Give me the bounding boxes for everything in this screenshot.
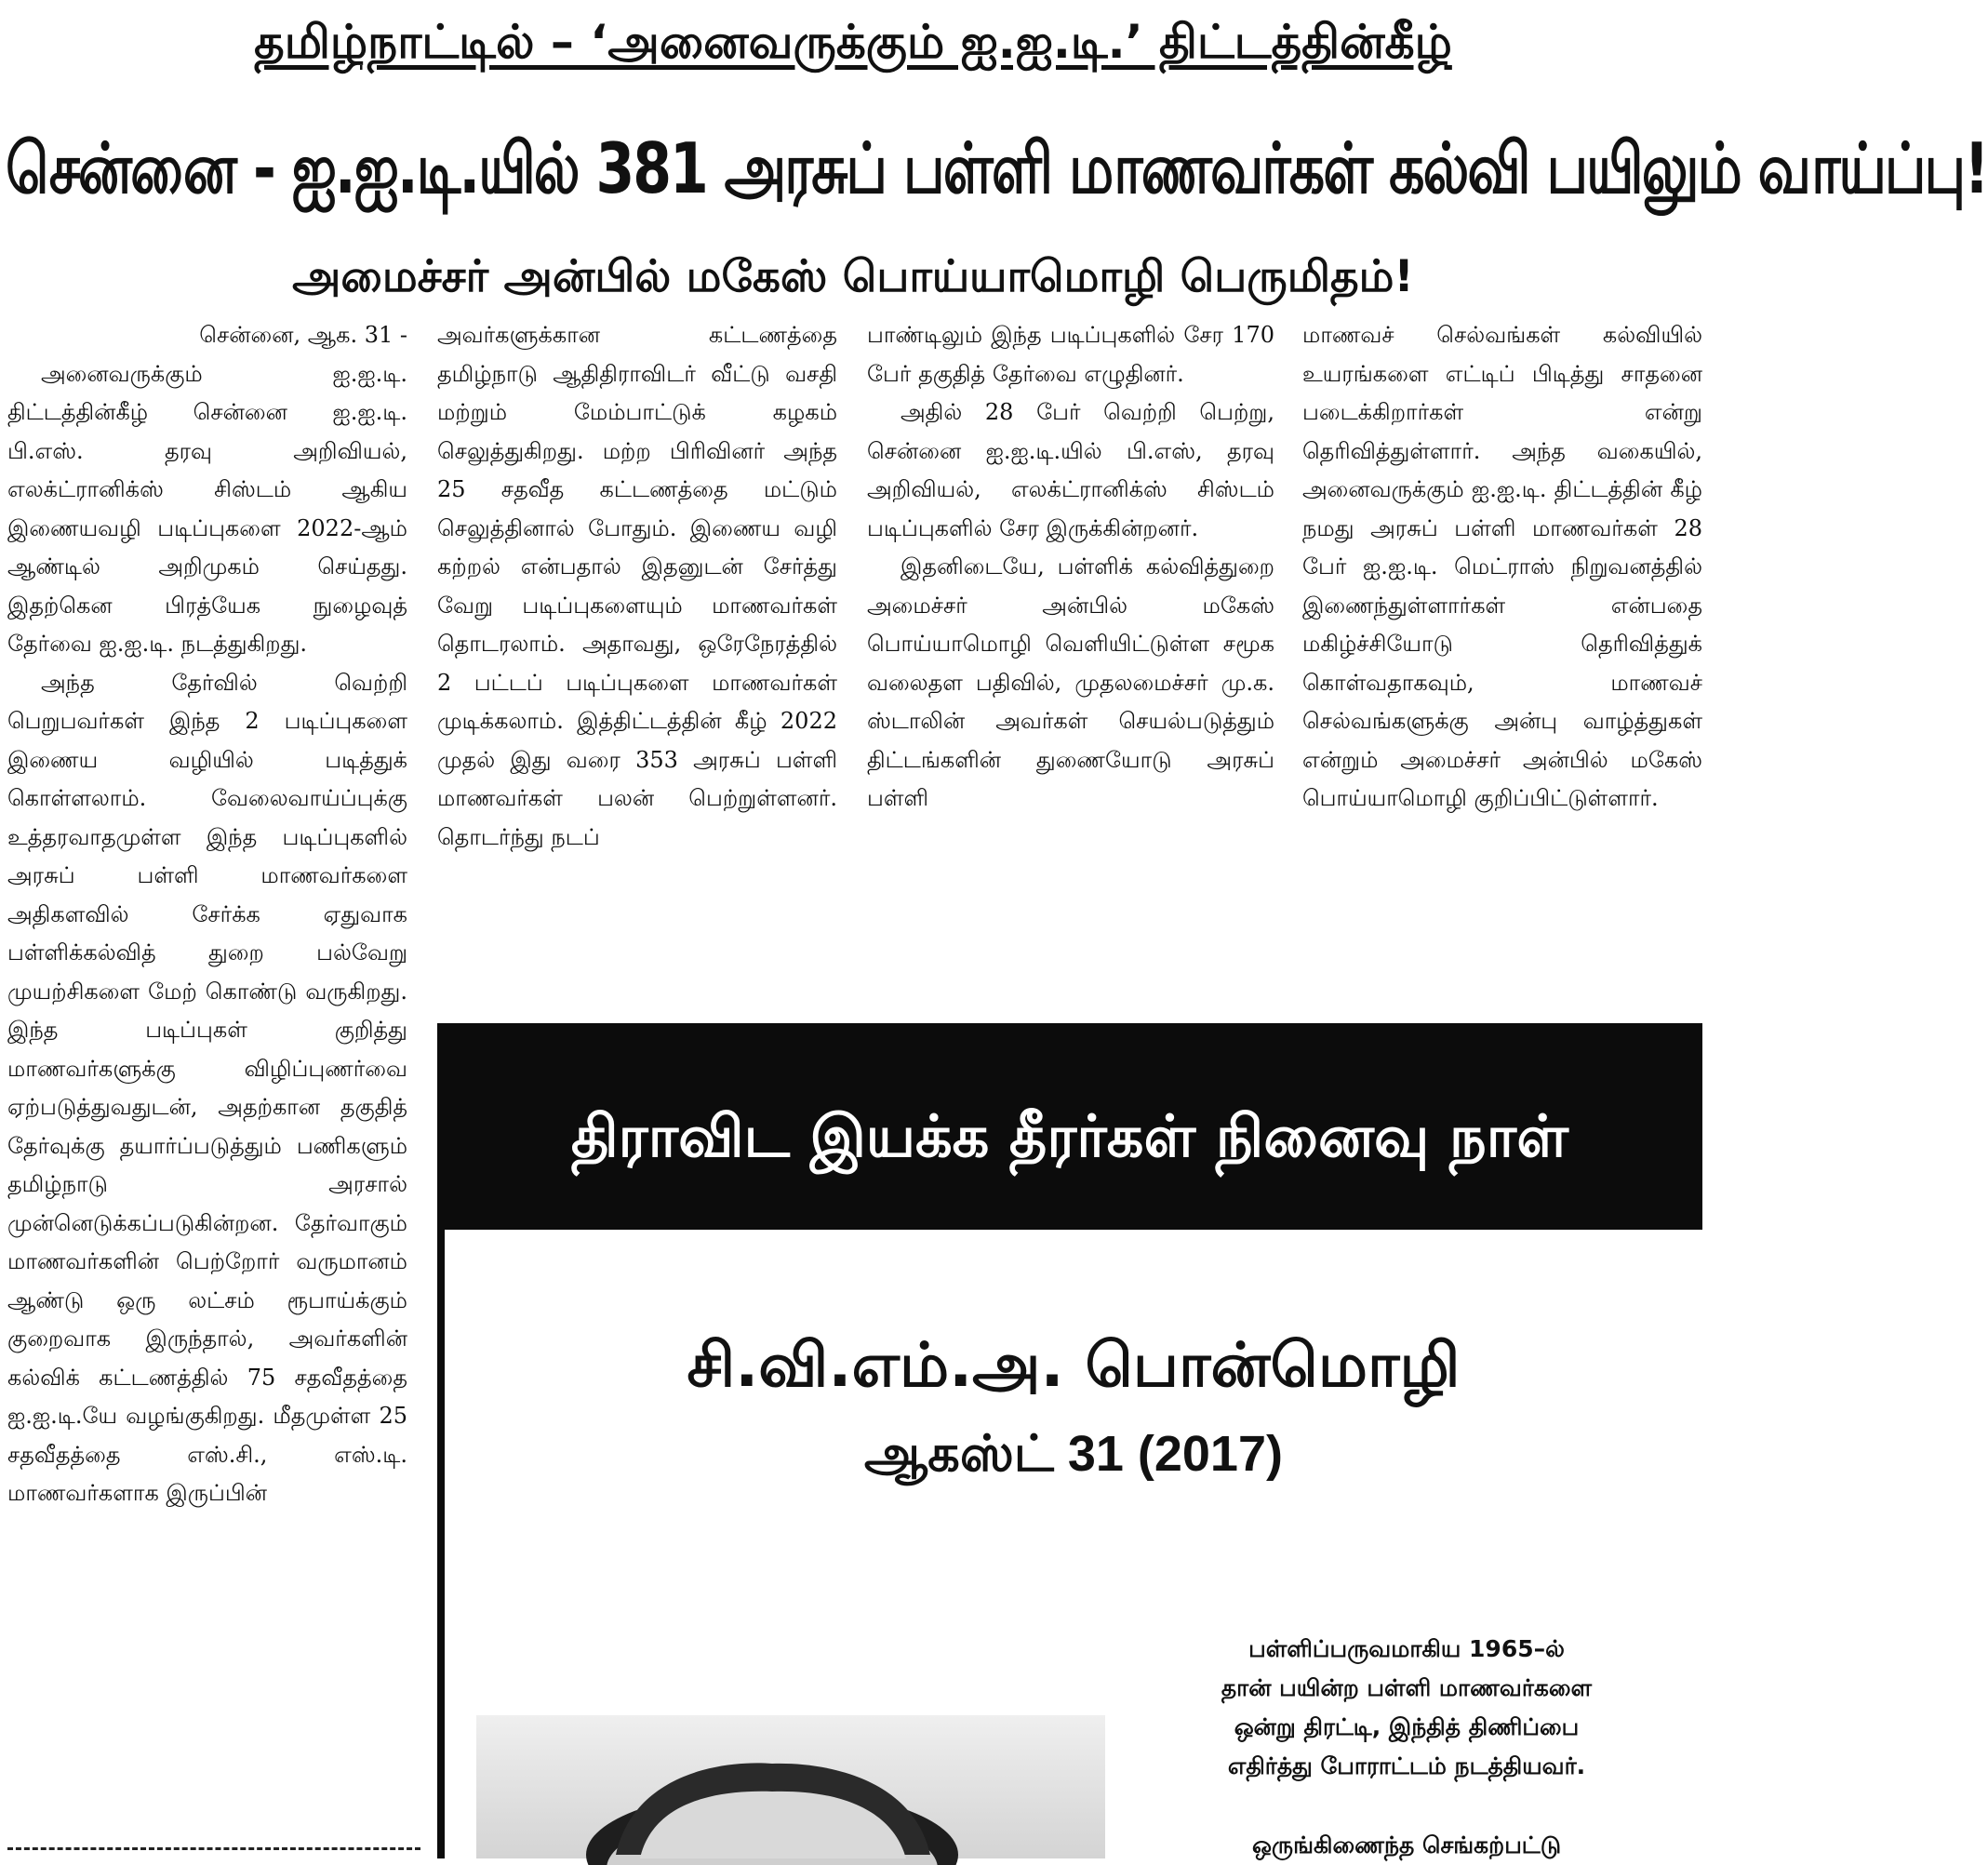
column-divider xyxy=(7,1847,420,1850)
article-column-2 xyxy=(437,316,837,1005)
portrait-image xyxy=(476,1715,1105,1858)
paragraph: அவர்களுக்கான கட்டணத்தை தமிழ்நாடு ஆதிதிராவிடர் வீட்டு வசதி மற்றும் மேம்பாட்டுக் கழகம் செலுத்துகிறது. மற்ற பிரிவினர் அந்த 25 சதவீத கட்டணத்தை மட்டும் செலுத்தினால் போதும். இணைய வழி கற்றல் என்பதால் இதனுடன் சேர்த்து வேறு படிப்புகளையும் மாணவர்கள் தொடரலாம். அதாவது, ஒரேநேரத்தில் 2 பட்டப் படிப்புகளை மாணவர்கள் முடிக்கலாம். இத்திட்டத்தின் கீழ் 2022 முதல் இது வரை 353 அரசுப் பள்ளி மாணவர்கள் பலன் பெற்றுள்ளனர். தொடர்ந்து நடப் xyxy=(437,322,837,850)
article-column-1 xyxy=(7,316,407,1834)
memorial-date: ஆகஸ்ட் 31 (2017) xyxy=(864,1426,1283,1482)
memorial-title: திராவிட இயக்க தீரர்கள் நினைவு நாள் xyxy=(570,1102,1569,1170)
memorial-name: சி.வி.எம்.அ. பொன்மொழி xyxy=(687,1329,1461,1401)
article-subhead: அமைச்சர் அன்பில் மகேஸ் பொய்யாமொழி பெருமிதம்! xyxy=(292,251,1414,302)
article-kicker: தமிழ்நாட்டில் – ‘அனைவருக்கும் ஐ.ஐ.டி.’ திட்டத்தின்கீழ் xyxy=(254,15,1452,69)
paragraph: மாணவச் செல்வங்கள் கல்வியில் உயரங்களை எட்டிப் பிடித்து சாதனை படைக்கிறார்கள் என்று தெரிவித்துள்ளார். அந்த வகையில், அனைவருக்கும் ஐ.ஐ.டி. திட்டத்தின் கீழ் நமது அரசுப் பள்ளி மாணவர்கள் 28 பேர் ஐ.ஐ.டி. மெட்ராஸ் நிறுவனத்தில் இணைந்துள்ளார்கள் என்பதை மகிழ்ச்சியோடு தெரிவித்துக் கொள்வதாகவும், மாணவச் செல்வங்களுக்கு அன்பு வாழ்த்துகள் என்றும் அமைச்சர் அன்பில் மகேஸ் பொய்யாமொழி குறிப்பிட்டுள்ளார். xyxy=(1302,322,1702,811)
dateline: சென்னை, ஆக. 31 - xyxy=(199,322,407,348)
memorial-bio: பள்ளிப்பருவமாகிய 1965–ல் தான் பயின்ற பள்ளி மாணவர்களை ஒன்று திரட்டி, இந்தித் திணிப்பை எதிர்த்து போராட்டம் நடத்தியவர். xyxy=(1221,1635,1593,1779)
article-column-4 xyxy=(1302,316,1702,1005)
article-headline: சென்னை - ஐ.ஐ.டி.யில் 381 அரசுப் பள்ளி மாணவர்கள் கல்வி பயிலும் வாய்ப்பு! xyxy=(6,128,1988,210)
paragraph: இதனிடையே, பள்ளிக் கல்வித்துறை அமைச்சர் அன்பில் மகேஸ் பொய்யாமொழி வெளியிட்டுள்ள சமூக வலைதள பதிவில், முதலமைச்சர் மு.க. ஸ்டாலின் அவர்கள் செயல்படுத்தும் திட்டங்களின் துணையோடு அரசுப் பள்ளி xyxy=(867,553,1274,811)
paragraph: அதில் 28 பேர் வெற்றி பெற்று, சென்னை ஐ.ஐ.டி.யில் பி.எஸ், தரவு அறிவியல், எலக்ட்ரானிக்ஸ் சிஸ்டம் படிப்புகளில் சேர இருக்கின்றனர். xyxy=(867,399,1274,541)
paragraph: அந்த தேர்வில் வெற்றி பெறுபவர்கள் இந்த 2 படிப்புகளை இணைய வழியில் படித்துக் கொள்ளலாம். வேலைவாய்ப்புக்கு உத்தரவாதமுள்ள இந்த படிப்புகளில் அரசுப் பள்ளி மாணவர்களை அதிகளவில் சேர்க்க ஏதுவாக பள்ளிக்கல்வித் துறை பல்வேறு முயற்சிகளை மேற் கொண்டு வருகிறது. இந்த படிப்புகள் குறித்து மாணவர்களுக்கு விழிப்புணர்வை ஏற்படுத்துவதுடன், அதற்கான தகுதித் தேர்வுக்கு தயார்ப்படுத்தும் பணிகளும் தமிழ்நாடு அரசால் முன்னெடுக்கப்படுகின்றன. தேர்வாகும் மாணவர்களின் பெற்றோர் வருமானம் ஆண்டு ஒரு லட்சம் ரூபாய்க்கும் குறைவாக இருந்தால், அவர்களின் கல்விக் கட்டணத்தில் 75 சதவீதத்தை ஐ.ஐ.டி.யே வழங்குகிறது. மீதமுள்ள 25 சதவீதத்தை எஸ்.சி., எஸ்.டி. மாணவர்களாக இருப்பின் xyxy=(7,669,407,1506)
article-column-3 xyxy=(867,316,1274,1005)
paragraph: பாண்டிலும் இந்த படிப்புகளில் சேர 170 பேர் தகுதித் தேர்வை எழுதினர். xyxy=(867,322,1274,387)
portrait-photo xyxy=(476,1715,1105,1858)
paragraph: அனைவருக்கும் ஐ.ஐ.டி. திட்டத்தின்கீழ் சென்னை ஐ.ஐ.டி. பி.எஸ். தரவு அறிவியல், எலக்ட்ரானிக்ஸ் சிஸ்டம் ஆகிய இணையவழி படிப்புகளை 2022-ஆம் ஆண்டில் அறிமுகம் செய்தது. இதற்கென பிரத்யேக நுழைவுத் தேர்வை ஐ.ஐ.டி. நடத்துகிறது. xyxy=(7,360,407,657)
memorial-bio-continued: ஒருங்கிணைந்த செங்கற்பட்டு xyxy=(1251,1832,1562,1858)
